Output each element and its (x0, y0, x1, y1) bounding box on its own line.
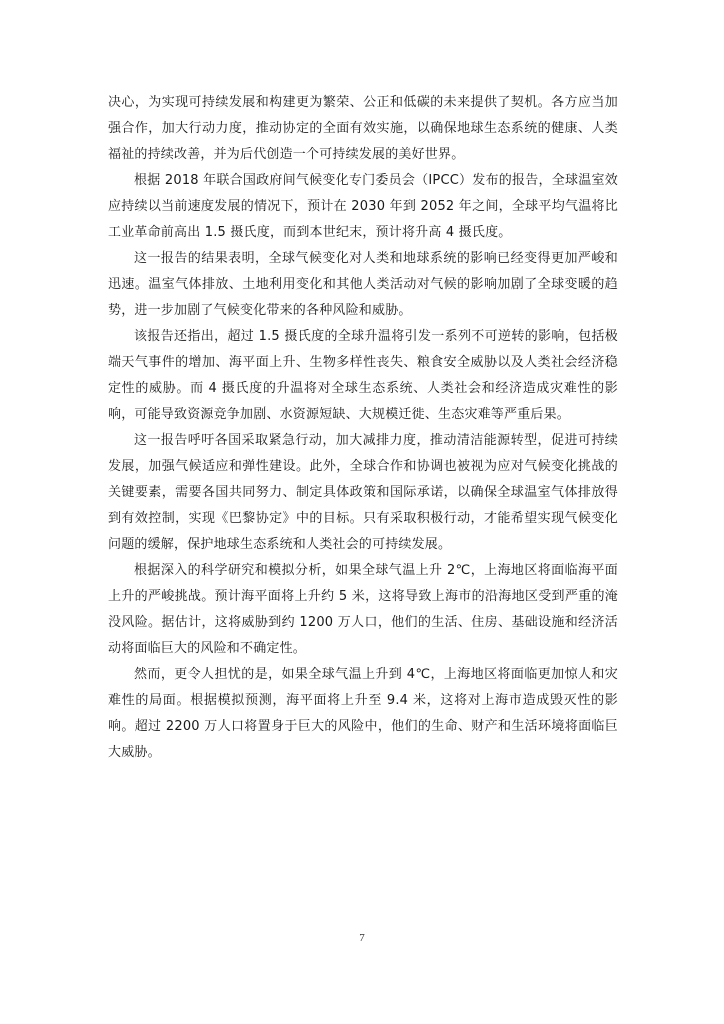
body-text (108, 90, 618, 766)
paragraph-ipcc-report: 根据 2018 年联合国政府间气候变化专门委员会（IPCC）发布的报告，全球温室效应持续以当前速度发展的情况下，预计在 2030 年到 2052 年之间，全球平均气温将比工业革命前高出 1.5 摄氏度，而到本世纪末，预计将升高 4 摄氏度。 (108, 173, 618, 240)
page-number: 7 (359, 932, 365, 944)
paragraph-shanghai-2c: 根据深入的科学研究和模拟分析，如果全球气温上升 2℃，上海地区将面临海平面上升的严峻挑战。预计海平面将上升约 5 米，这将导致上海市的沿海地区受到严重的淹没风险。据估计，这将威胁到约 1200 万人口，他们的生活、住房、基础设施和经济活动将面临巨大的风险和不确定性。 (108, 563, 618, 656)
paragraph-call-to-action: 这一报告呼吁各国采取紧急行动，加大减排力度，推动清洁能源转型，促进可持续发展，加强气候适应和弹性建设。此外，全球合作和协调也被视为应对气候变化挑战的关键要素，需要各国共同努力、制定具体政策和国际承诺，以确保全球温室气体排放得到有效控制，实现《巴黎协定》中的目标。只有采取积极行动，才能希望实现气候变化问题的缓解，保护地球生态系统和人类社会的可持续发展。 (108, 433, 618, 552)
paragraph-shanghai-4c: 然而，更令人担忧的是，如果全球气温上升到 4℃，上海地区将面临更加惊人和灾难性的局面。根据模拟预测，海平面将上升至 9.4 米，这将对上海市造成毁灭性的影响。超过 2200 万人口将置身于巨大的风险中，他们的生命、财产和生活环境将面临巨大威胁。 (108, 667, 618, 760)
paragraph-report-results: 这一报告的结果表明，全球气候变化对人类和地球系统的影响已经变得更加严峻和迅速。温室气体排放、土地利用变化和其他人类活动对气候的影响加剧了全球变暖的趋势，进一步加剧了气候变化带来的各种风险和威胁。 (108, 251, 618, 318)
paragraph-report-impacts: 该报告还指出，超过 1.5 摄氏度的全球升温将引发一系列不可逆转的影响，包括极端天气事件的增加、海平面上升、生物多样性丧失、粮食安全威胁以及人类社会经济稳定性的威胁。而 4 摄氏度的升温将对全球生态系统、人类社会和经济造成灾难性的影响，可能导致资源竞争加剧、水资源短缺、大规模迁徙、生态灾难等严重后果。 (108, 329, 618, 422)
paragraph-continuation: 决心，为实现可持续发展和构建更为繁荣、公正和低碳的未来提供了契机。各方应当加强合作，加大行动力度，推动协定的全面有效实施，以确保地球生态系统的健康、人类福祉的持续改善，并为后代创造一个可持续发展的美好世界。 (108, 95, 618, 162)
